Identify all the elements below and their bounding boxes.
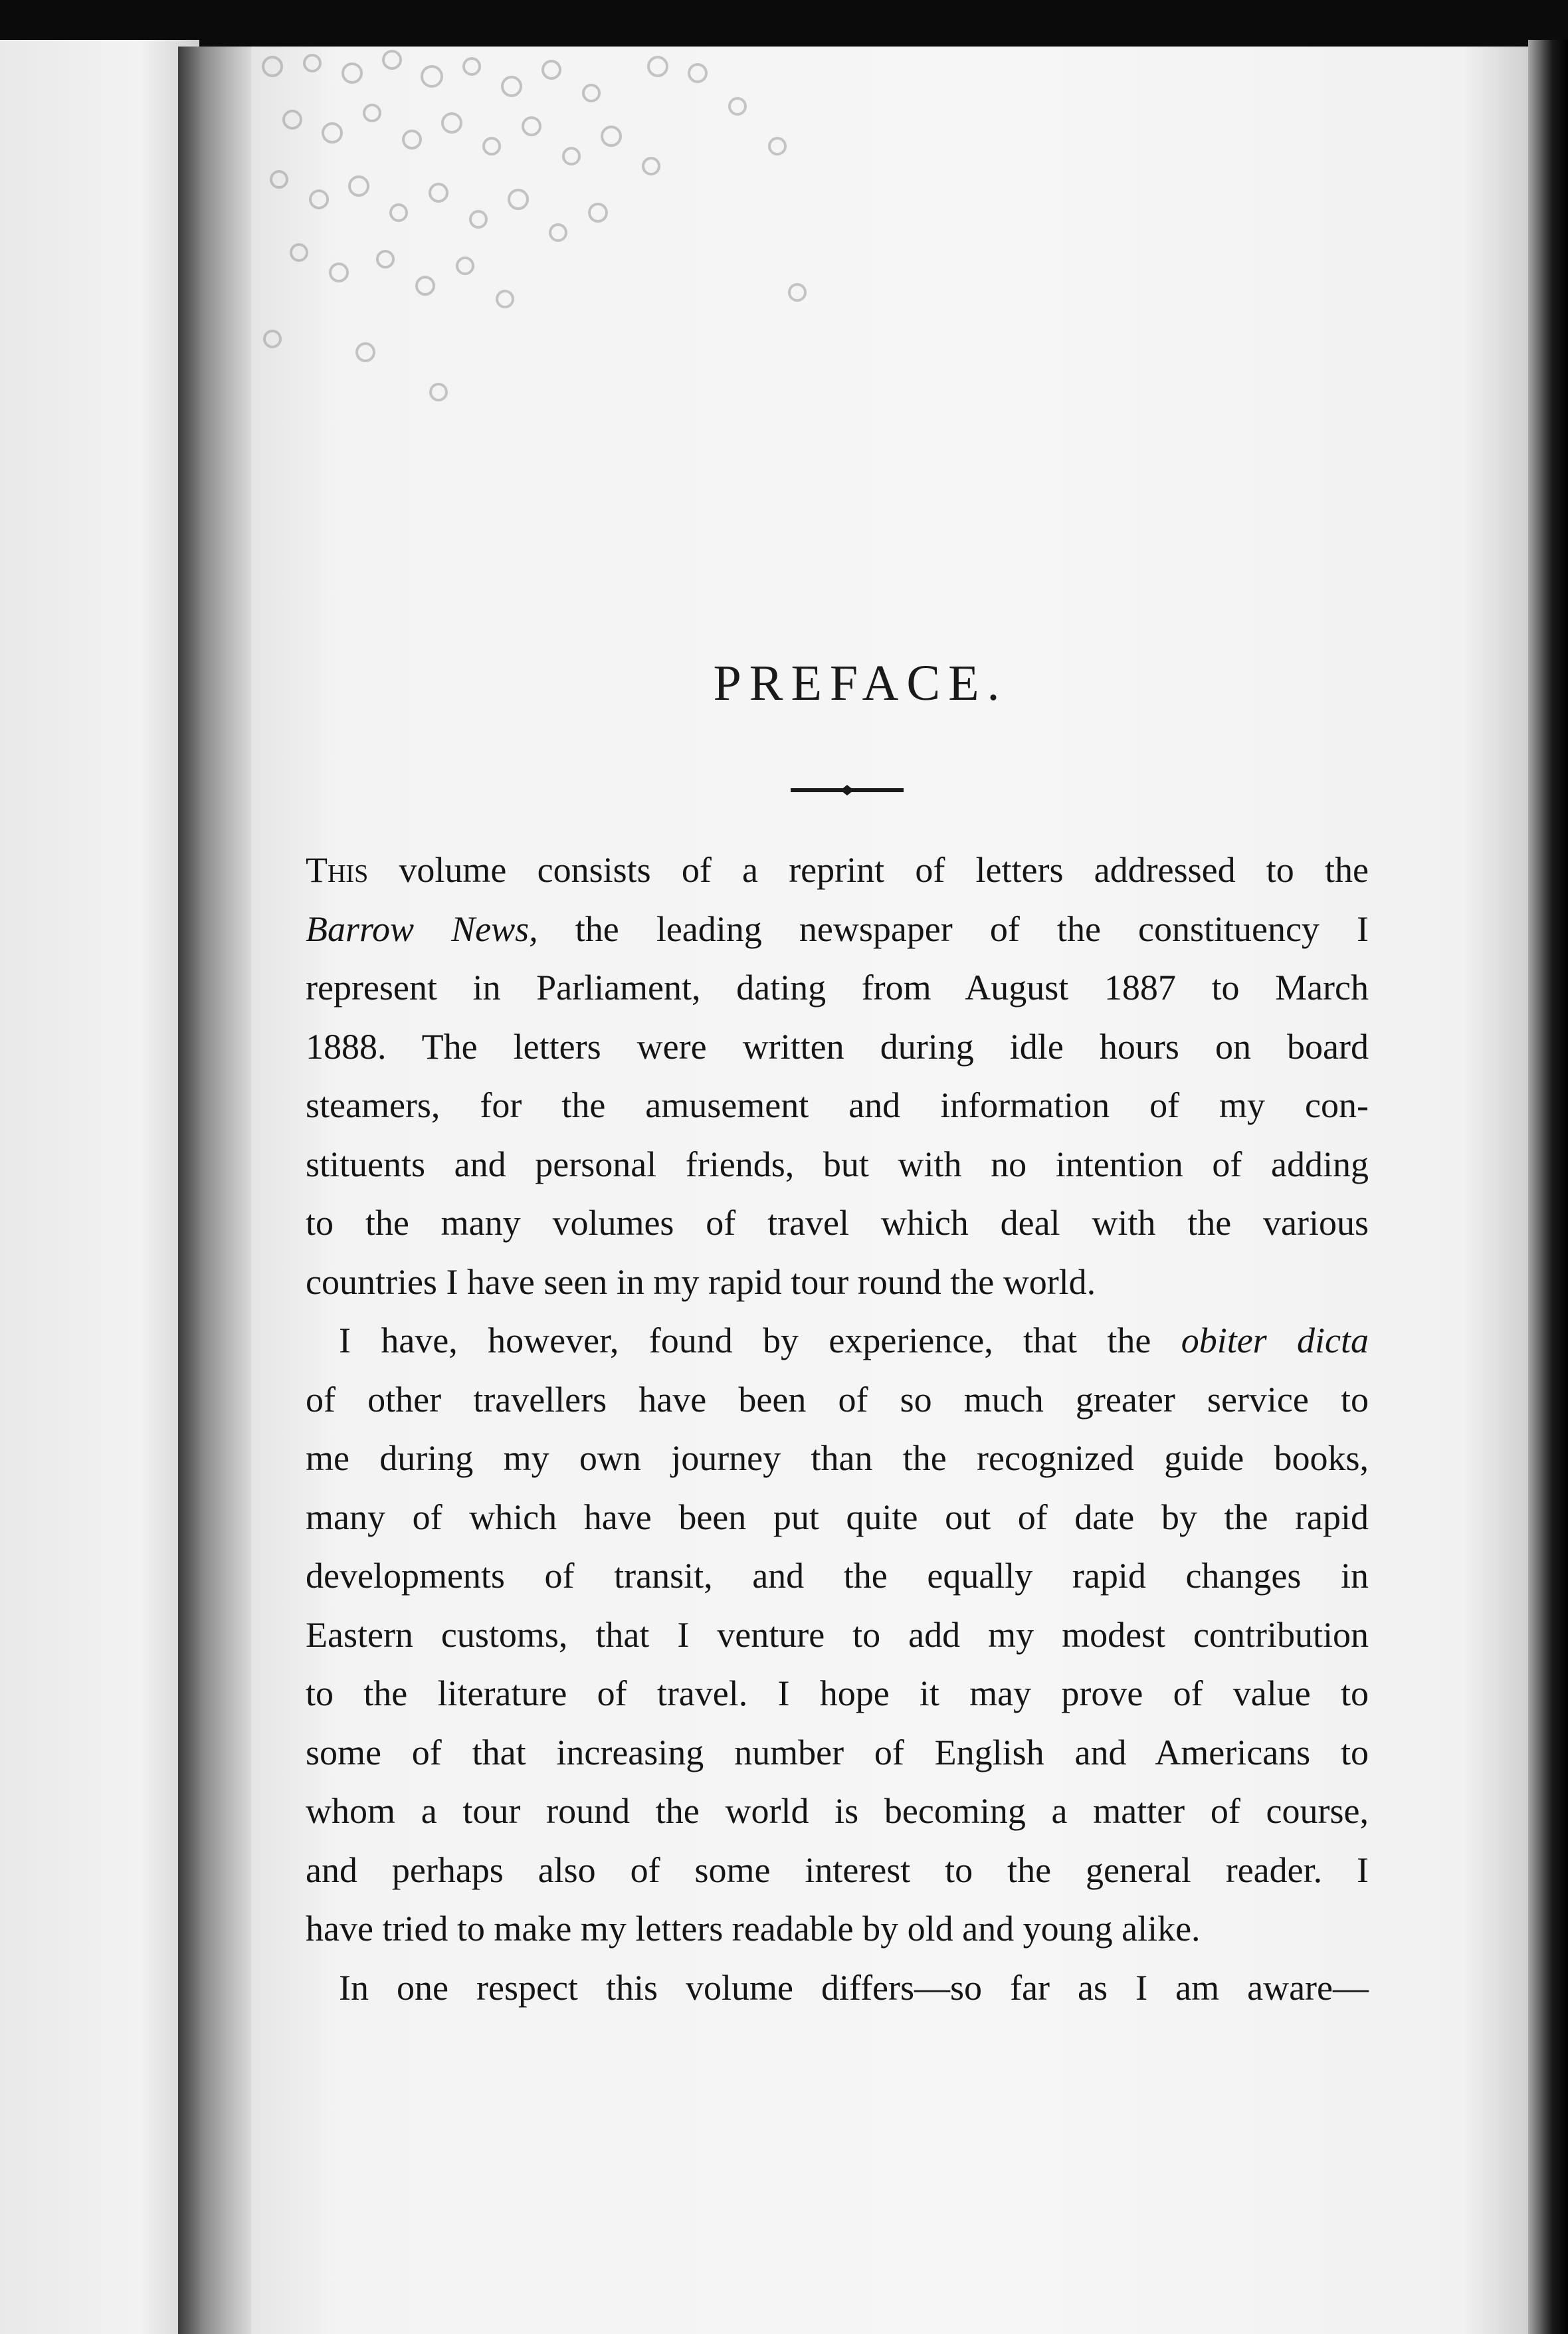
text-line: developments of transit, and the equally rapid changes in	[306, 1556, 1369, 1596]
text-line	[306, 1311, 1369, 1370]
newspaper-title: Barrow News,	[306, 908, 538, 949]
latin-phrase: obiter dicta	[1181, 1321, 1369, 1360]
book-gutter	[178, 47, 251, 2334]
text-line	[306, 841, 1369, 900]
line-text: I have, however, found by experience, that the	[339, 1321, 1181, 1360]
text-line: to the many volumes of travel which deal with the various	[306, 1203, 1369, 1243]
text-line: to the literature of travel. I hope it may prove of value to	[306, 1673, 1369, 1713]
text-line: many of which have been put quite out of date by the rapid	[306, 1497, 1369, 1537]
facing-page	[0, 40, 199, 2334]
text-line: stituents and personal friends, but with no intention of adding	[306, 1144, 1369, 1184]
title-rule-ornament	[791, 783, 904, 797]
line-text: the leading newspaper of the constituency I	[538, 908, 1369, 949]
text-line: represent in Parliament, dating from August 1887 to March	[306, 968, 1369, 1008]
text-line: countries I have seen in my rapid tour round the world.	[306, 1261, 1096, 1302]
page-title: PREFACE.	[713, 655, 1008, 711]
text-line: 1888. The letters were written during idle hours on board	[306, 1026, 1369, 1067]
text-line: In one respect this volume differs—so far as I am aware—	[339, 1967, 1369, 2008]
drop-word: This	[306, 850, 369, 890]
text-line: and perhaps also of some interest to the general reader. I	[306, 1850, 1369, 1890]
text-line: steamers, for the amusement and information of my con-	[306, 1085, 1369, 1125]
text-line: some of that increasing number of English and Americans to	[306, 1732, 1369, 1772]
text-line: me during my own journey than the recognized guide books,	[306, 1438, 1369, 1478]
text-line: have tried to make my letters readable by old and young alike.	[306, 1909, 1201, 1949]
text-line: whom a tour round the world is becoming a matter of course,	[306, 1791, 1369, 1831]
page-edge	[1528, 40, 1568, 2334]
text-line	[306, 900, 1369, 959]
text-line: of other travellers have been of so much greater service to	[306, 1379, 1369, 1420]
foxing-specks	[233, 47, 1096, 512]
preface-body	[306, 841, 1369, 2017]
text-line: Eastern customs, that I venture to add my modest contribution	[306, 1614, 1369, 1655]
line-text: volume consists of a reprint of letters addressed to the	[368, 850, 1369, 890]
